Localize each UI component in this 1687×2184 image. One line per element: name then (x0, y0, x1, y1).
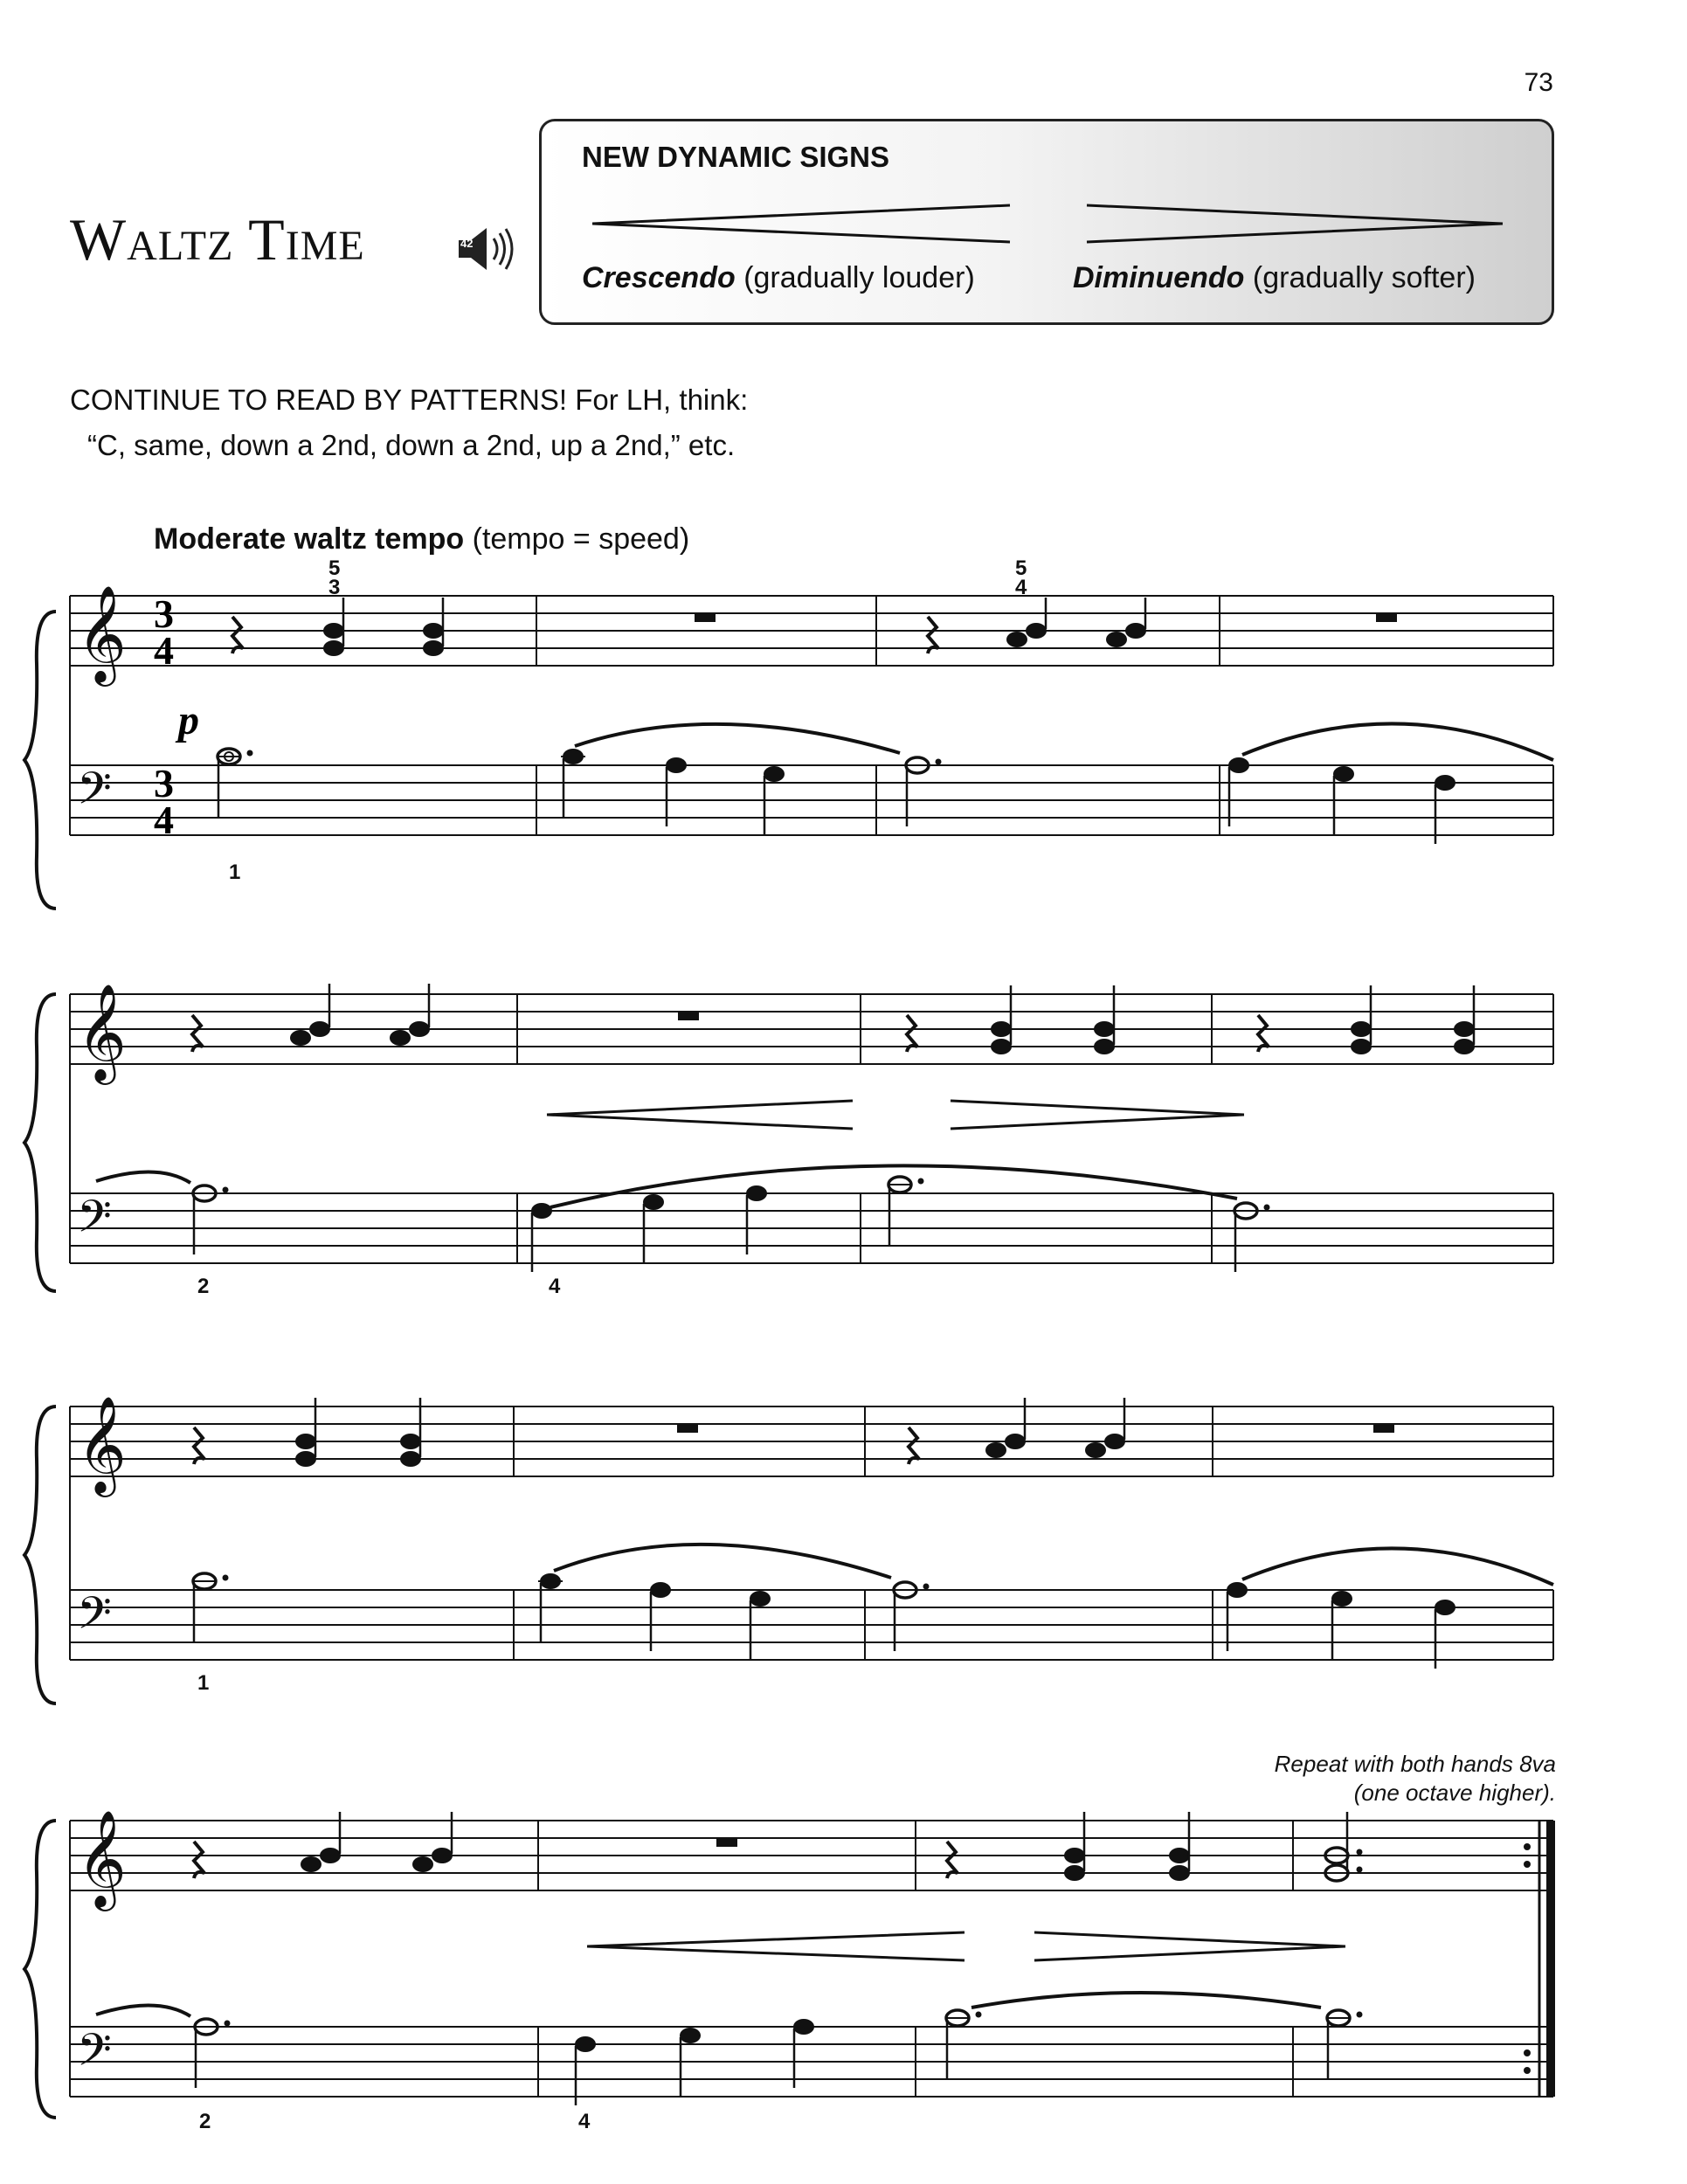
finger-number: 5 (328, 559, 341, 580)
note-b-dotted-half (906, 757, 942, 826)
whole-rest (677, 1424, 698, 1433)
repeat-note-line-2: (one octave higher). (1353, 1780, 1556, 1806)
brace (24, 994, 56, 1291)
audio-track-icon[interactable] (457, 225, 518, 278)
music-system-4 (0, 1798, 1687, 2165)
instructions (70, 377, 748, 468)
time-sig-top: 3 (154, 591, 174, 636)
bass-clef-icon: 𝄢 (77, 1586, 112, 1650)
note-b-dotted-half (195, 2019, 231, 2088)
finger-number: 4 (549, 1275, 561, 1298)
note-g (531, 1203, 552, 1272)
note-b-dotted-half (193, 1185, 229, 1254)
bass-staff (70, 2027, 1553, 2097)
finger-number: 2 (197, 1275, 210, 1298)
chord-eg (423, 598, 444, 656)
bass-clef-icon: 𝄢 (77, 762, 112, 826)
time-sig-top-bass: 3 (154, 761, 174, 805)
brace (24, 1406, 56, 1704)
chord-eg (1169, 1812, 1190, 1881)
chord-fg (290, 984, 330, 1046)
finger-number: 5 (1015, 559, 1027, 580)
diminuendo-term: Diminuendo (1073, 261, 1245, 294)
diminuendo-description: (gradually softer) (1252, 261, 1476, 294)
quarter-rest (232, 617, 243, 653)
page-title: Waltz Time (70, 206, 365, 273)
treble-staff (70, 994, 1553, 1064)
chord-eg (991, 985, 1012, 1054)
instructions-line-2: “C, same, down a 2nd, down a 2nd, up a 2nd,” etc. (87, 429, 736, 461)
crescendo-term: Crescendo (582, 261, 736, 294)
note-g (575, 2036, 596, 2105)
finger-number: 1 (229, 860, 241, 884)
tempo-marking (154, 522, 689, 556)
quarter-rest (194, 1842, 204, 1878)
finger-number: 4 (578, 2110, 591, 2133)
chord-fg (1006, 598, 1047, 647)
finger-number: 4 (1015, 576, 1027, 599)
repeat-dot (1524, 1843, 1531, 1850)
music-system-1 (0, 559, 1687, 926)
note-b (746, 1185, 767, 1254)
repeat-dot (1524, 1861, 1531, 1868)
brace (24, 612, 56, 909)
bass-staff (70, 1590, 1553, 1660)
whole-rest (716, 1838, 737, 1847)
dynamic-piano: p (178, 697, 199, 743)
chord-eg (1064, 1812, 1085, 1881)
crescendo-description: (gradually louder) (743, 261, 975, 294)
whole-rest (1373, 1424, 1394, 1433)
tie (96, 1171, 190, 1183)
quarter-rest (909, 1427, 919, 1464)
chord-eg (400, 1398, 421, 1467)
bass-staff (70, 765, 1553, 835)
chord-fg (390, 984, 430, 1046)
treble-clef-icon: 𝄞 (77, 1809, 127, 1907)
chord-eg-dotted-half (1325, 1812, 1363, 1881)
quarter-rest (194, 1427, 204, 1464)
bass-clef-icon: 𝄢 (77, 2023, 112, 2087)
note-b (1228, 757, 1249, 826)
time-sig-bottom: 4 (154, 628, 174, 673)
treble-clef-icon: 𝄞 (77, 584, 127, 682)
crescendo-sign (592, 202, 1012, 245)
info-box-heading: NEW DYNAMIC SIGNS (582, 141, 890, 173)
bass-staff (70, 1193, 1553, 1263)
dynamic-signs-box (539, 119, 1554, 325)
diminuendo-sign (1085, 202, 1504, 245)
note-b-dotted-half (894, 1582, 930, 1651)
tempo-term: Moderate waltz tempo (154, 522, 465, 556)
whole-rest (695, 613, 716, 622)
audio-track-number: 42 (460, 237, 474, 250)
treble-staff (70, 1406, 1553, 1476)
treble-clef-icon: 𝄞 (77, 1395, 127, 1493)
note-g-dotted-half (1234, 1203, 1270, 1272)
brace (24, 1821, 56, 2118)
tie (96, 2005, 190, 2016)
chord-eg (295, 1398, 316, 1467)
crescendo-hairpin (547, 1101, 853, 1129)
time-sig-bottom-bass: 4 (154, 798, 174, 842)
crescendo-hairpin (587, 1932, 964, 1960)
slur (1242, 1548, 1553, 1585)
final-barline-thick (1546, 1821, 1555, 2097)
quarter-rest (947, 1842, 958, 1878)
note-g (1435, 1600, 1455, 1669)
slur (1242, 723, 1553, 760)
note-b (650, 1582, 671, 1651)
slur (575, 724, 900, 753)
chord-eg (1454, 985, 1475, 1054)
diminuendo-hairpin (951, 1101, 1244, 1129)
whole-rest (678, 1012, 699, 1020)
finger-number: 1 (197, 1671, 210, 1695)
repeat-note-line-1: Repeat with both hands 8va (1274, 1751, 1556, 1777)
quarter-rest (192, 1015, 203, 1052)
note-g (1435, 775, 1455, 844)
tempo-note: (tempo = speed) (472, 522, 690, 556)
treble-clef-icon: 𝄞 (77, 983, 127, 1081)
repeat-dot (1524, 2067, 1531, 2074)
chord-eg (323, 598, 344, 656)
instructions-line-1: CONTINUE TO READ BY PATTERNS! For LH, think: (70, 384, 749, 416)
music-system-2 (0, 971, 1687, 1338)
whole-rest (1376, 613, 1397, 622)
finger-number: 3 (328, 576, 341, 599)
note-b (1227, 1582, 1248, 1651)
treble-staff (70, 596, 1553, 666)
repeat-dot (1524, 2049, 1531, 2056)
quarter-rest (1258, 1015, 1269, 1052)
tie (971, 1993, 1321, 2008)
diminuendo-caption (1073, 261, 1476, 295)
note-b (666, 757, 687, 826)
music-system-3 (0, 1384, 1687, 1751)
finger-number: 2 (199, 2110, 211, 2133)
quarter-rest (907, 1015, 917, 1052)
note-b (793, 2019, 814, 2088)
bass-clef-icon: 𝄢 (77, 1190, 112, 1254)
page-number: 73 (1524, 68, 1553, 97)
slur (554, 1545, 891, 1578)
chord-eg (1351, 985, 1372, 1054)
chord-eg (1094, 985, 1115, 1054)
diminuendo-hairpin (1034, 1932, 1345, 1960)
chord-fg (1106, 598, 1146, 647)
crescendo-caption (582, 261, 975, 295)
quarter-rest (928, 617, 938, 653)
